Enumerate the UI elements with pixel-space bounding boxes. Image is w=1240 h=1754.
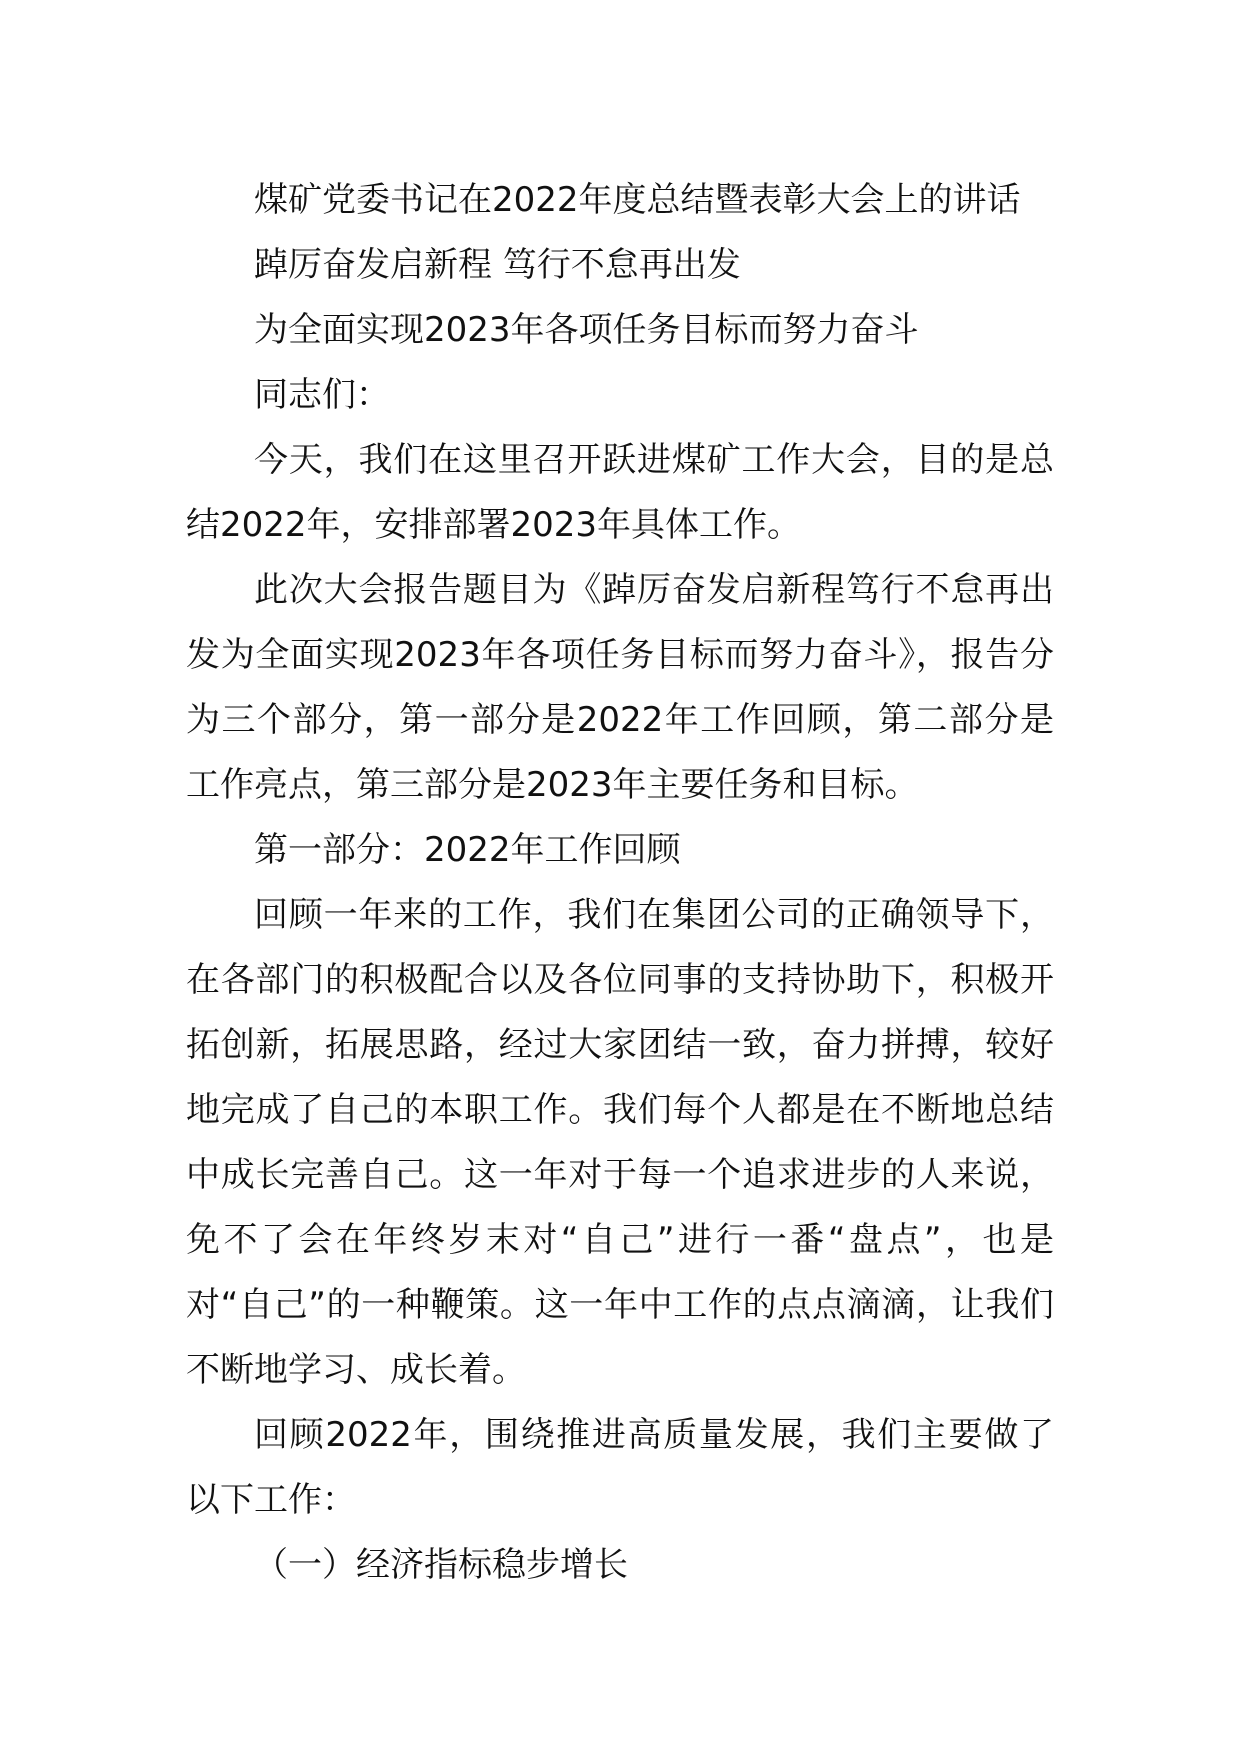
subsection-heading: （一）经济指标稳步增长 — [254, 1545, 628, 1585]
work-summary-paragraph: 回顾2022年，围绕推进高质量发展，我们主要做了以下工作： — [186, 1415, 1054, 1520]
section-heading: 第一部分：2022年工作回顾 — [254, 830, 681, 870]
report-structure-paragraph: 此次大会报告题目为《踔厉奋发启新程笃行不怠再出发为全面实现2023年各项任务目标而努力奋斗》，报告分为三个部分，第一部分是2022年工作回顾，第二部分是工作亮点，第三部分是2023年主要任务和目标。 — [186, 570, 1054, 805]
work-review-paragraph: 回顾一年来的工作，我们在集团公司的正确领导下，在各部门的积极配合以及各位同事的支持协助下，积极开拓创新，拓展思路，经过大家团结一致，奋力拼搏，较好地完成了自己的本职工作。我们每个人都是在不断地总结中成长完善自己。这一年对于每一个追求进步的人来说，免不了会在年终岁末对“自己”进行一番“盘点”，也是对“自己”的一种鞭策。这一年中工作的点点滴滴，让我们不断地学习、成长着。 — [186, 895, 1054, 1390]
intro-paragraph: 今天，我们在这里召开跃进煤矿工作大会，目的是总结2022年，安排部署2023年具体工作。 — [186, 440, 1054, 545]
speech-title: 煤矿党委书记在2022年度总结暨表彰大会上的讲话 — [254, 180, 1021, 220]
document-body — [186, 168, 1054, 1598]
speech-theme: 为全面实现2023年各项任务目标而努力奋斗 — [254, 310, 919, 350]
speech-subtitle: 踔厉奋发启新程 笃行不怠再出发 — [254, 245, 741, 285]
salutation: 同志们： — [254, 375, 390, 415]
